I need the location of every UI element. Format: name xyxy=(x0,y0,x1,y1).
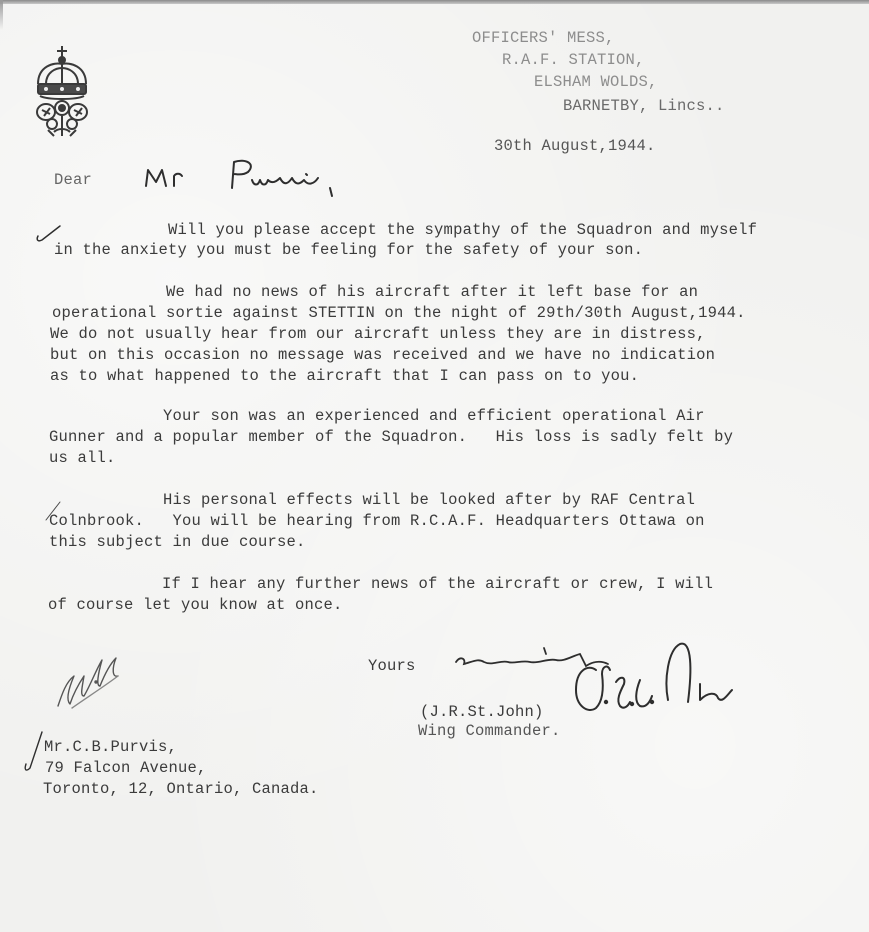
body-paragraph-2-line-5: as to what happened to the aircraft that I can pass on to you. xyxy=(50,367,640,385)
pen-address-tick xyxy=(22,728,46,781)
body-paragraph-4-line-1: His personal effects will be looked after by RAF Central xyxy=(49,491,696,509)
body-paragraph-2-line-1: We had no news of his aircraft after it left base for an xyxy=(52,283,699,301)
body-paragraph-4-line-3: this subject in due course. xyxy=(49,533,306,551)
body-paragraph-1-line-2: in the anxiety you must be feeling for the safety of your son. xyxy=(54,241,644,259)
body-paragraph-3-line-3: us all. xyxy=(49,449,116,467)
signatory-name: (J.R.St.John) xyxy=(420,703,544,721)
letterhead-line-4: BARNETBY, Lincs.. xyxy=(563,97,725,115)
handwritten-initials xyxy=(52,646,132,721)
recipient-line-1: Mr.C.B.Purvis, xyxy=(44,738,178,756)
closing-typed: Yours xyxy=(368,657,416,675)
letter-date: 30th August,1944. xyxy=(494,137,656,155)
page-top-edge xyxy=(0,0,869,4)
salutation-handwritten xyxy=(142,158,362,213)
pen-check-mark xyxy=(34,224,64,251)
pen-tick-mark xyxy=(44,500,64,529)
recipient-line-3: Toronto, 12, Ontario, Canada. xyxy=(43,780,319,798)
body-paragraph-4-line-2: Colnbrook. You will be hearing from R.C.A.F. Headquarters Ottawa on xyxy=(49,512,705,530)
body-paragraph-5-line-2: of course let you know at once. xyxy=(48,596,343,614)
letterhead-line-3: ELSHAM WOLDS, xyxy=(534,73,658,91)
body-paragraph-2-line-3: We do not usually hear from our aircraft unless they are in distress, xyxy=(50,325,706,343)
signatory-title: Wing Commander. xyxy=(418,722,561,740)
page-left-edge xyxy=(0,0,3,30)
letterhead-line-1: OFFICERS' MESS, xyxy=(472,29,615,47)
body-paragraph-2-line-2: operational sortie against STETTIN on the night of 29th/30th August,1944. xyxy=(52,304,746,322)
signature xyxy=(568,640,738,725)
body-paragraph-3-line-1: Your son was an experienced and efficient operational Air xyxy=(49,407,705,425)
recipient-line-2: 79 Falcon Avenue, xyxy=(45,759,207,777)
salutation-typed: Dear xyxy=(54,171,93,189)
body-paragraph-1-line-1: Will you please accept the sympathy of the Squadron and myself xyxy=(54,221,758,239)
letterhead-line-2: R.A.F. STATION, xyxy=(502,51,645,69)
body-paragraph-3-line-2: Gunner and a popular member of the Squadron. His loss is sadly felt by xyxy=(49,428,734,446)
body-paragraph-2-line-4: but on this occasion no message was received and we have no indication xyxy=(50,346,716,364)
body-paragraph-5-line-1: If I hear any further news of the aircraft or crew, I will xyxy=(48,575,714,593)
royal-crown-crest-icon xyxy=(32,44,92,140)
